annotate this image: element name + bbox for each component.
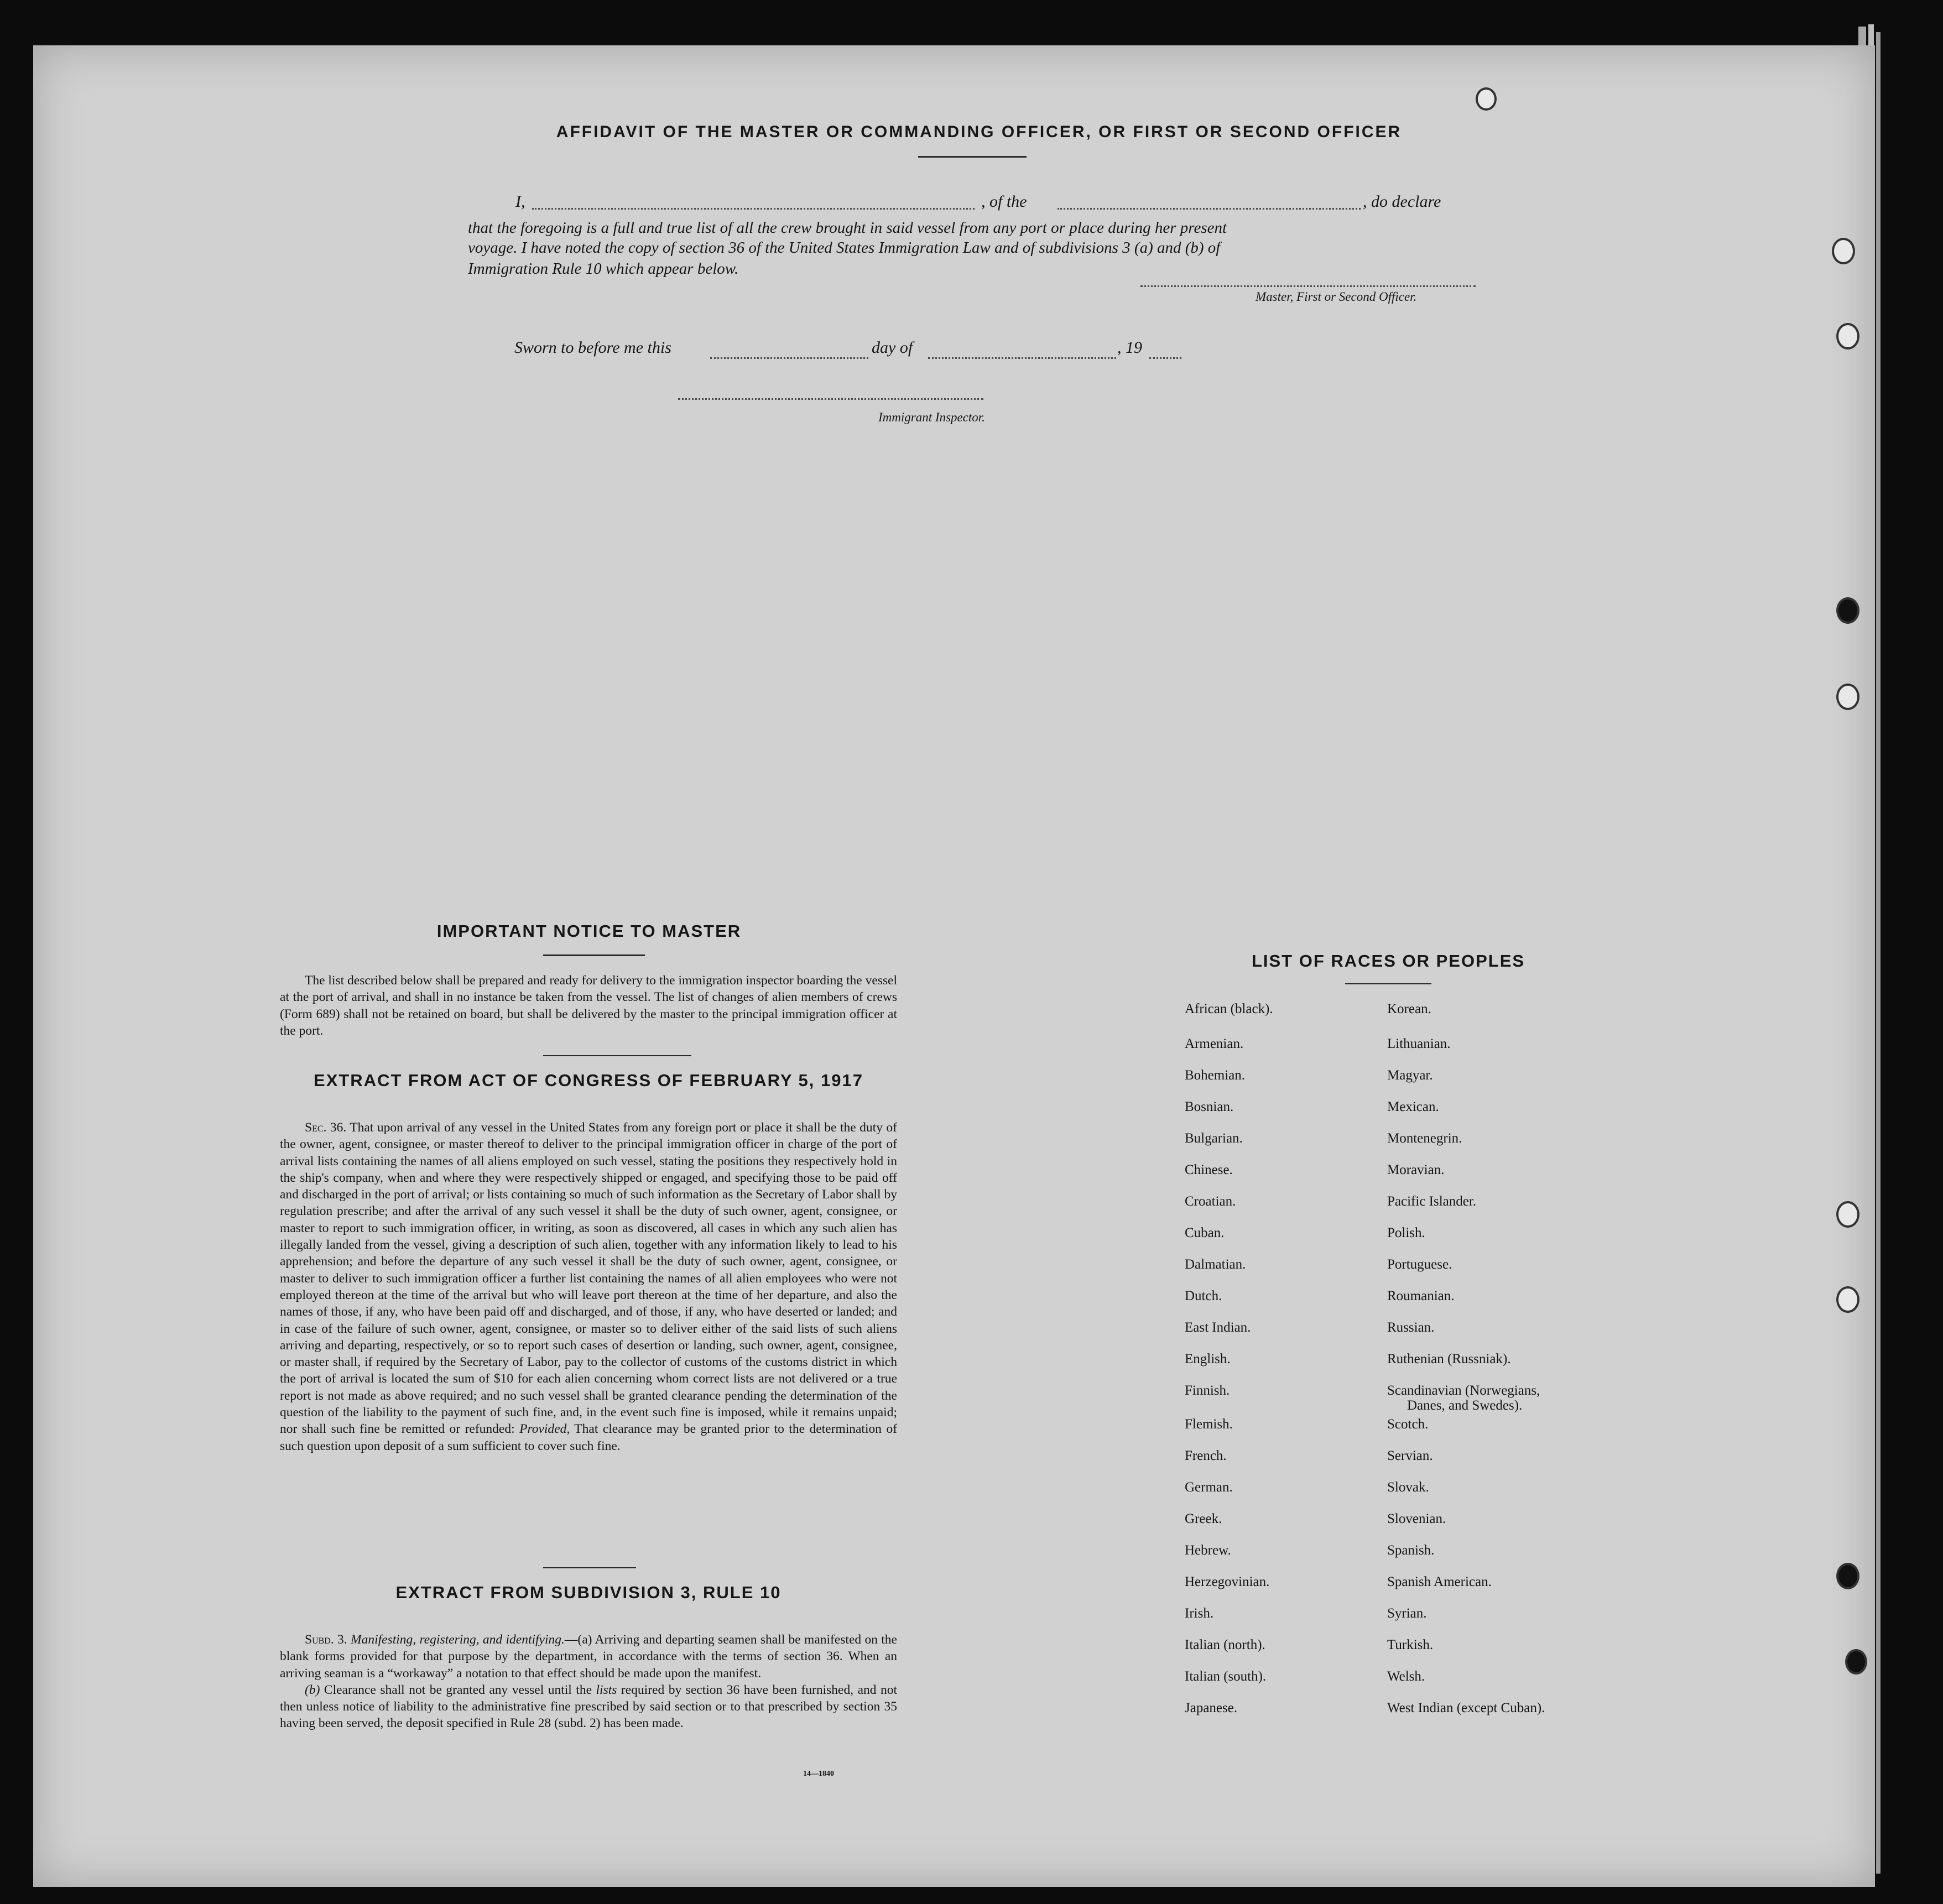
race-item: Spanish. <box>1387 1543 1435 1558</box>
notice-text <box>280 972 897 1039</box>
subd-b-mark: (b) <box>305 1682 320 1697</box>
declare-label: , do declare <box>1363 192 1441 211</box>
act-text <box>280 1119 897 1454</box>
race-item: English. <box>1185 1352 1231 1366</box>
sec-label: Sec. 36. <box>305 1120 347 1135</box>
race-item: Ruthenian (Russniak). <box>1387 1352 1511 1366</box>
race-item: Scandinavian (Norwegians, <box>1387 1383 1540 1398</box>
vessel-label: , of the <box>981 192 1027 211</box>
act-section-text: That upon arrival of any vessel in the United States from any foreign port or place it shall be the duty of the owner, agent, consignee, or master thereof to deliver to the principal immigration officer in charge of the port of arrival lists containing the names of all aliens employed on such vessel, stating the positions they respectively hold in the ship's company, when and where they were respectively shipped or engaged, and specifying those to be paid off and discharged in the port of arrival; or lists containing so much of such information as the Secretary of Labor shall by regulation prescribe; and after the arrival of any such vessel it shall be the duty of such owner, agent, consignee, or master to report to such immigration officer, in writing, as soon as discovered, all cases in which any such alien has illegally landed from the vessel, giving a description of such alien, together with any information likely to lead to his apprehension; and before the departure of any such vessel it shall be the duty of such owner, agent, consignee, or master to deliver to such immigration officer a further list containing the names of all alien employees who were not employed thereon at the time of the arrival but who will leave port thereon at the time of her departure, and also the names of those, if any, who have been paid off and discharged, and of those, if any, who have deserted or landed; and in case of the failure of such owner, agent, consignee, or master so to deliver either of the said lists of such aliens arriving and departing, respectively, or so to report such cases of desertion or landing, such owner, agent, consignee, or master shall, if required by the Secretary of Labor, pay to the collector of customs of the customs district in which the port of arrival is located the sum of $10 for each alien concerning whom correct lists are not delivered or a true report is not made as above required; and no such vessel shall be granted clearance pending the determination of the question of the liability to the payment of such fine, and, in the event such fine is imposed, while it remains unpaid; nor shall such fine be remitted or refunded: <box>280 1120 898 1437</box>
binder-hole <box>1836 597 1859 624</box>
race-item: Italian (south). <box>1185 1669 1267 1684</box>
race-item: Herzegovinian. <box>1185 1574 1270 1589</box>
race-item: Slovak. <box>1387 1480 1429 1495</box>
inspector-label: Immigrant Inspector. <box>878 410 985 424</box>
race-item: Italian (north). <box>1185 1637 1265 1652</box>
year-label: , 19 <box>1117 338 1142 357</box>
race-item: Bulgarian. <box>1185 1131 1243 1146</box>
notice-paragraph: The list described below shall be prepared and ready for delivery to the immigration inspector boarding the vessel at the port of arrival, and shall in no instance be taken from the vessel. The list of changes of alien members of crews (Form 689) shall not be retained on board, but shall be delivered by the master to the principal immigration officer at the port. <box>280 973 897 1038</box>
rule-rule <box>543 1567 636 1568</box>
race-item: Lithuanian. <box>1387 1036 1451 1051</box>
race-item: Korean. <box>1387 1001 1431 1016</box>
inspector-signature-field[interactable] <box>678 398 983 400</box>
binder-hole <box>1836 684 1859 710</box>
race-item: Moravian. <box>1387 1162 1445 1177</box>
affidavit-title: AFFIDAVIT OF THE MASTER OR COMMANDING OFFICER, OR FIRST OR SECOND OFFICER <box>556 123 1402 141</box>
race-item: Armenian. <box>1185 1036 1244 1051</box>
race-item: Cuban. <box>1185 1225 1225 1240</box>
subd-para-b-1: Clearance shall not be granted any vessel until the <box>324 1682 592 1697</box>
race-item: Dutch. <box>1185 1289 1222 1303</box>
act-title: EXTRACT FROM ACT OF CONGRESS OF FEBRUARY 5, 1917 <box>314 1071 863 1090</box>
title-rule <box>918 156 1027 158</box>
subd-para-b-lists: lists <box>596 1682 617 1697</box>
notice-title: IMPORTANT NOTICE TO MASTER <box>436 921 742 941</box>
races-rule <box>1345 983 1431 984</box>
binder-hole <box>1845 1649 1867 1675</box>
sworn-day-field[interactable] <box>710 357 868 359</box>
race-item: African (black). <box>1185 1001 1273 1016</box>
race-item: Bohemian. <box>1185 1068 1246 1083</box>
race-item: Dalmatian. <box>1185 1257 1246 1272</box>
page-edge <box>1876 32 1881 1874</box>
vessel-name-field[interactable] <box>1058 208 1361 210</box>
binder-hole <box>1836 1563 1859 1589</box>
subd-para-b-2: required by section 36 have been furnished, and not then unless notice of liability to the administrative fine prescribed by said section or to that prescribed by section 35 having been served, the deposit specified in Rule 28 (subd. 2) has been made. <box>280 1682 898 1731</box>
rule-text <box>280 1631 897 1732</box>
binder-hole <box>1836 323 1859 349</box>
race-item: Slovenian. <box>1387 1511 1446 1526</box>
race-item: Roumanian. <box>1387 1289 1455 1303</box>
race-item: Bosnian. <box>1185 1099 1234 1114</box>
day-of-label: day of <box>872 338 913 357</box>
act-rule <box>543 1055 691 1056</box>
affidavit-line-1: that the foregoing is a full and true list of all the crew brought in said vessel from any port or place during her present <box>468 219 1227 237</box>
binder-hole <box>1832 238 1855 264</box>
officer-signature-label: Master, First or Second Officer. <box>1256 290 1417 304</box>
races-title: LIST OF RACES OR PEOPLES <box>1251 951 1525 971</box>
race-item: Magyar. <box>1387 1068 1433 1083</box>
race-item: Syrian. <box>1387 1606 1427 1621</box>
binder-hole <box>1836 1286 1859 1313</box>
notice-rule <box>543 954 645 956</box>
affidavit-line-2: voyage. I have noted the copy of section 36 of the United States Immigration Law and of subdivisions 3 (a) and (b) of <box>468 239 1221 257</box>
race-item: Polish. <box>1387 1225 1425 1240</box>
form-sheet <box>33 45 1875 1887</box>
race-item: Japanese. <box>1185 1700 1238 1715</box>
form-number: 14—1840 <box>803 1770 834 1778</box>
subd-para-a: —(a) Arriving and departing seamen shall be manifested on the blank forms provided for that purpose by the department, in accordance with the terms of section 36. When an arriving seaman is a “workaway” a notation to that effect should be made upon the manifest. <box>280 1632 897 1681</box>
race-item: East Indian. <box>1185 1320 1251 1335</box>
race-item: Irish. <box>1185 1606 1214 1621</box>
race-item-continued: Danes, and Swedes). <box>1407 1398 1523 1413</box>
act-section-end: That clearance may be granted prior to the determination of such question upon deposit of a sum sufficient to cover such fine. <box>280 1422 898 1453</box>
sworn-month-field[interactable] <box>928 357 1116 359</box>
officer-signature-field[interactable] <box>1140 285 1476 287</box>
rule-title: EXTRACT FROM SUBDIVISION 3, RULE 10 <box>395 1583 782 1602</box>
race-item: Flemish. <box>1185 1417 1233 1432</box>
race-item: Finnish. <box>1185 1383 1230 1398</box>
race-item: German. <box>1185 1480 1233 1495</box>
race-item: Hebrew. <box>1185 1543 1231 1558</box>
race-item: Portuguese. <box>1387 1257 1452 1272</box>
sworn-year-field[interactable] <box>1149 357 1181 359</box>
race-item: Montenegrin. <box>1387 1131 1462 1146</box>
race-item: West Indian (except Cuban). <box>1387 1700 1545 1715</box>
binder-hole <box>1836 1201 1859 1228</box>
subd-title: Manifesting, registering, and identifying. <box>351 1632 565 1647</box>
race-item: Scotch. <box>1387 1417 1429 1432</box>
race-item: Servian. <box>1387 1448 1433 1463</box>
declarant-name-field[interactable] <box>532 208 975 210</box>
race-item: Croatian. <box>1185 1194 1236 1209</box>
declarant-label: I, <box>515 192 525 211</box>
race-item: Greek. <box>1185 1511 1222 1526</box>
act-provided: Provided, <box>519 1422 570 1437</box>
race-item: Spanish American. <box>1387 1574 1492 1589</box>
race-item: Pacific Islander. <box>1387 1194 1477 1209</box>
subd-label: Subd. 3. <box>305 1632 347 1647</box>
race-item: Chinese. <box>1185 1162 1233 1177</box>
race-item: French. <box>1185 1448 1227 1463</box>
race-item: Welsh. <box>1387 1669 1425 1684</box>
race-item: Mexican. <box>1387 1099 1439 1114</box>
binder-hole <box>1476 87 1497 111</box>
sworn-label: Sworn to before me this <box>514 338 671 357</box>
affidavit-line-3: Immigration Rule 10 which appear below. <box>468 260 739 278</box>
race-item: Turkish. <box>1387 1637 1434 1652</box>
race-item: Russian. <box>1387 1320 1435 1335</box>
